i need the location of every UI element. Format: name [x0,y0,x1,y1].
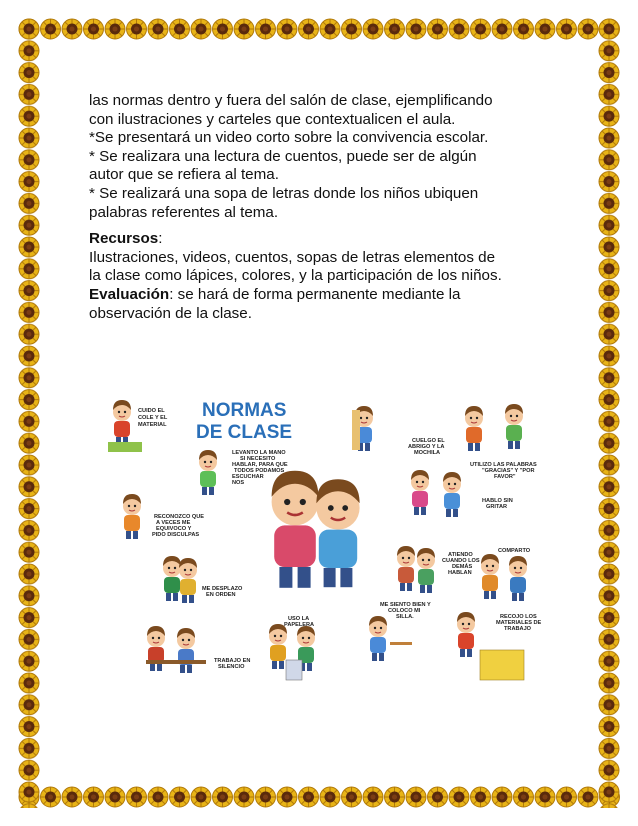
label: RECOJO LOS [500,614,537,620]
label: DEMÁS [452,564,473,570]
label: PAPELERA [284,622,315,628]
label: EN ORDEN [206,592,236,598]
label: HABLAR, PARA QUE [232,462,288,468]
resources-line: la clase como lápices, colores, y la participación de los niños. [89,267,502,285]
label: SILENCIO [218,664,245,670]
sunflower-border-left-icon [18,18,40,808]
label: TRABAJO [504,626,532,632]
poster-title-line2: DE CLASE [196,422,293,443]
body-line: con ilustraciones y carteles que contextualicen el aula. [89,110,456,128]
label: ATIENDO [448,552,473,558]
body-line: palabras referentes al tema. [89,203,279,221]
label: PIDO DISCULPAS [152,532,200,538]
poster-title-line1: NORMAS [202,400,287,421]
label: A VECES ME [156,520,191,526]
border-left [18,18,40,808]
resources-colon: : [158,230,163,248]
label: SILLA. [396,614,414,620]
label: SI NECESITO [240,456,276,462]
label: ABRIGO Y LA [408,444,445,450]
label: COMPARTO [498,548,531,554]
label: ESCUCHAR [232,474,264,480]
label: HABLO SIN [482,498,513,504]
label: ME DESPLAZO [202,586,243,592]
resources-heading [89,230,559,249]
label: FAVOR" [494,474,516,480]
border-bottom [18,786,620,808]
label: MATERIAL [138,422,167,428]
label: TRABAJO EN [214,658,251,664]
body-line: autor que se refiera al tema. [89,166,279,184]
label: CUIDO EL [138,408,165,414]
evaluation-text: : se hará de forma permanente mediante la [169,285,461,303]
border-right [598,18,620,808]
evaluation-line [89,286,559,305]
label: CUELGO EL [412,438,445,444]
label: CUANDO LOS [442,558,480,564]
label: GRITAR [486,504,508,510]
label: RECONOZCO QUE [154,514,205,520]
sunflower-border-right-icon [598,18,620,808]
label: MOCHILA [414,450,441,456]
label: COLE Y EL [138,415,168,421]
body-text [89,92,559,323]
resources-label: Recursos [89,230,159,248]
body-line: * Se realizará una sopa de letras donde los niños ubiquen [89,184,479,202]
label: NOS [232,480,245,486]
label: HABLAN [448,570,472,576]
label: UTILIZO LAS PALABRAS [470,462,537,468]
body-line: * Se realizara una lectura de cuentos, puede ser de algún [89,147,477,165]
label: LEVANTO LA MANO [232,450,286,456]
classroom-rules-poster-icon [90,390,560,702]
sunflower-border-top-icon [18,18,620,40]
resources-line: Ilustraciones, videos, cuentos, sopas de letras elementos de [89,248,496,266]
label: ME SIENTO BIEN Y [380,602,431,608]
label: "GRACIAS" Y "POR [482,468,535,474]
border-top [18,18,620,40]
evaluation-line: observación de la clase. [89,304,252,322]
label: USO LA [288,616,310,622]
label: COLOCO MI [388,608,421,614]
body-line: las normas dentro y fuera del salón de clase, ejemplificando [89,92,493,109]
sunflower-border-bottom-icon [18,786,620,808]
evaluation-label: Evaluación [89,285,170,303]
normas-de-clase-illustration [90,390,560,702]
label: TODOS PODAMOS [234,468,285,474]
label: MATERIALES DE [496,620,542,626]
label: EQUIVOCO Y [156,526,192,532]
body-line: *Se presentará un video corto sobre la convivencia escolar. [89,129,489,147]
